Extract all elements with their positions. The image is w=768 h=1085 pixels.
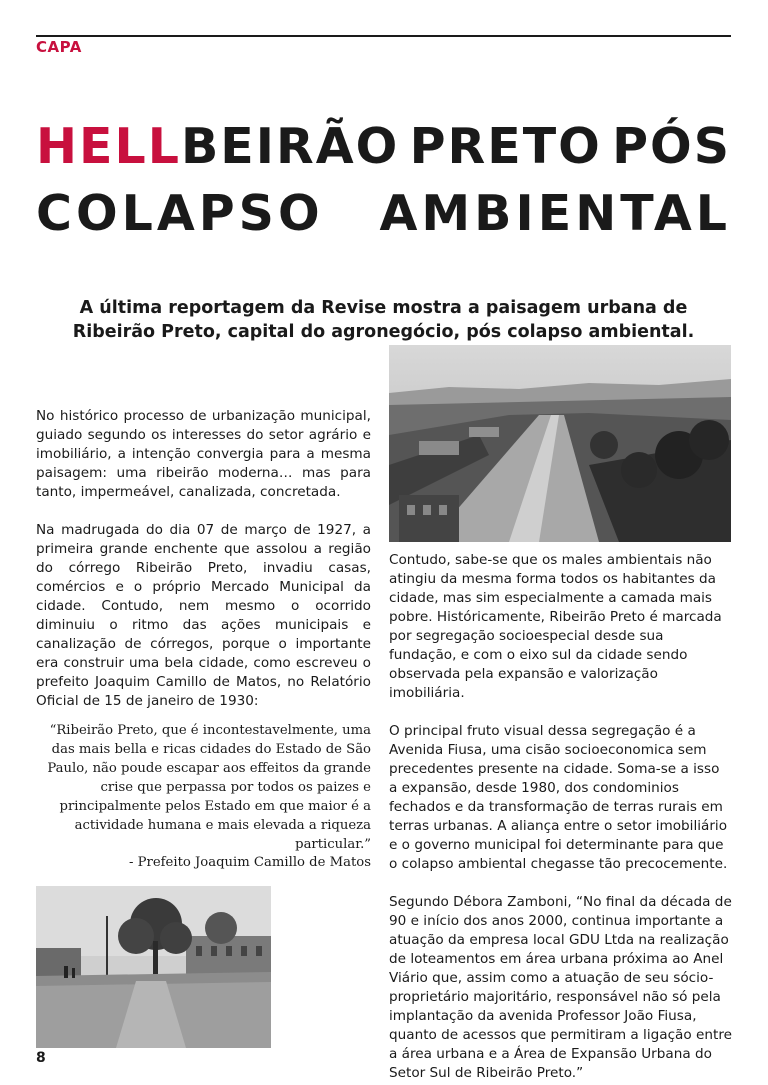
flood-photo bbox=[36, 886, 271, 1048]
right-paragraph-2: O principal fruto visual dessa segregação é a Avenida Fiusa, uma cisão socioeconomica sem precedentes presente na cidade. Soma-se a isso a expansão, desde 1980, dos condominios fechados e da transformação de terras rurais em terras urbanas. A aliança entre o setor imobiliário e o governo municipal foi determinante para que o colapso ambiental chegasse tão precocemente. bbox=[389, 723, 728, 872]
headline-word-3: PÓS bbox=[612, 118, 731, 175]
city-aerial-photo bbox=[389, 345, 731, 542]
flood-photo-illustration bbox=[36, 886, 271, 1048]
quote-attribution: - Prefeito Joaquim Camillo de Matos bbox=[129, 855, 371, 870]
pull-quote: “Ribeirão Preto, que é incontestavelmente, uma das mais bella e ricas cidades do Estado de São Paulo, não poude escapar aos effeitos da grande crise que perpassa por todos os paizes e principalmente pelos Estado em que maior é a actividade humana e mais elevada a riqueza particular.” bbox=[47, 723, 371, 852]
right-paragraph-1: Contudo, sabe-se que os males ambientais não atingiu da mesma forma todos os habitantes da cidade, mas sim especialmente a camada mais pobre. Históricamente, Ribeirão Preto é marcada por segregação socioespecial desde sua fundação, e com o eixo sul da cidade sendo observada pela expansão e valorização imobiliária. bbox=[389, 552, 722, 701]
headline bbox=[36, 118, 731, 244]
headline-line-2 bbox=[36, 184, 731, 244]
headline-line-1 bbox=[36, 118, 731, 176]
headline-highlight: HELL bbox=[36, 118, 181, 175]
headline-word-5: AMBIENTAL bbox=[379, 185, 731, 242]
right-column bbox=[389, 551, 732, 1085]
left-column bbox=[36, 407, 371, 730]
headline-word-2: PRETO bbox=[409, 118, 602, 175]
right-paragraph-3: Segundo Débora Zamboni, “No final da década de 90 e início dos anos 2000, continua importante a atuação da empresa local GDU Ltda na realização de loteamentos em área urbana próxima ao Anel Viário que, assim como a atuação de seu sócio-proprietário majoritário, responsável não só pela implantação da avenida Professor João Fiusa, quanto de acessos que permitiram a ligação entre a área urbana e a Área de Expansão Urbana do Setor Sul de Ribeirão Preto.” bbox=[389, 894, 732, 1081]
headline-word-1 bbox=[36, 118, 399, 176]
left-paragraph-2: Na madrugada do dia 07 de março de 1927, a primeira grande enchente que assolou a região do córrego Ribeirão Preto, invadiu casas, comércios e o próprio Mercado Municipal da cidade. Contudo, nem mesmo o ocorrido diminuiu o ritmo das ações municipais e canalização de córregos, porque o importante era construir uma bela cidade, como escreveu o prefeito Joaquim Camillo de Matos, no Relatório Oficial de 15 de janeiro de 1930: bbox=[36, 522, 371, 709]
section-tag: CAPA bbox=[36, 38, 82, 56]
page-number: 8 bbox=[36, 1050, 46, 1066]
article-dek: A última reportagem da Revise mostra a paisagem urbana de Ribeirão Preto, capital do agronegócio, pós colapso ambiental. bbox=[72, 298, 695, 342]
headline-word-1-rest: BEIRÃO bbox=[180, 118, 400, 175]
headline-word-4: COLAPSO bbox=[36, 185, 324, 242]
top-rule bbox=[36, 35, 731, 37]
city-photo-illustration bbox=[389, 345, 731, 542]
left-paragraph-1: No histórico processo de urbanização municipal, guiado segundo os interesses do setor agrário e imobiliário, a intenção convergia para a mesma paisagem: uma ribeirão moderna… mas para tanto, impermeável, canalizada, concretada. bbox=[36, 408, 371, 500]
